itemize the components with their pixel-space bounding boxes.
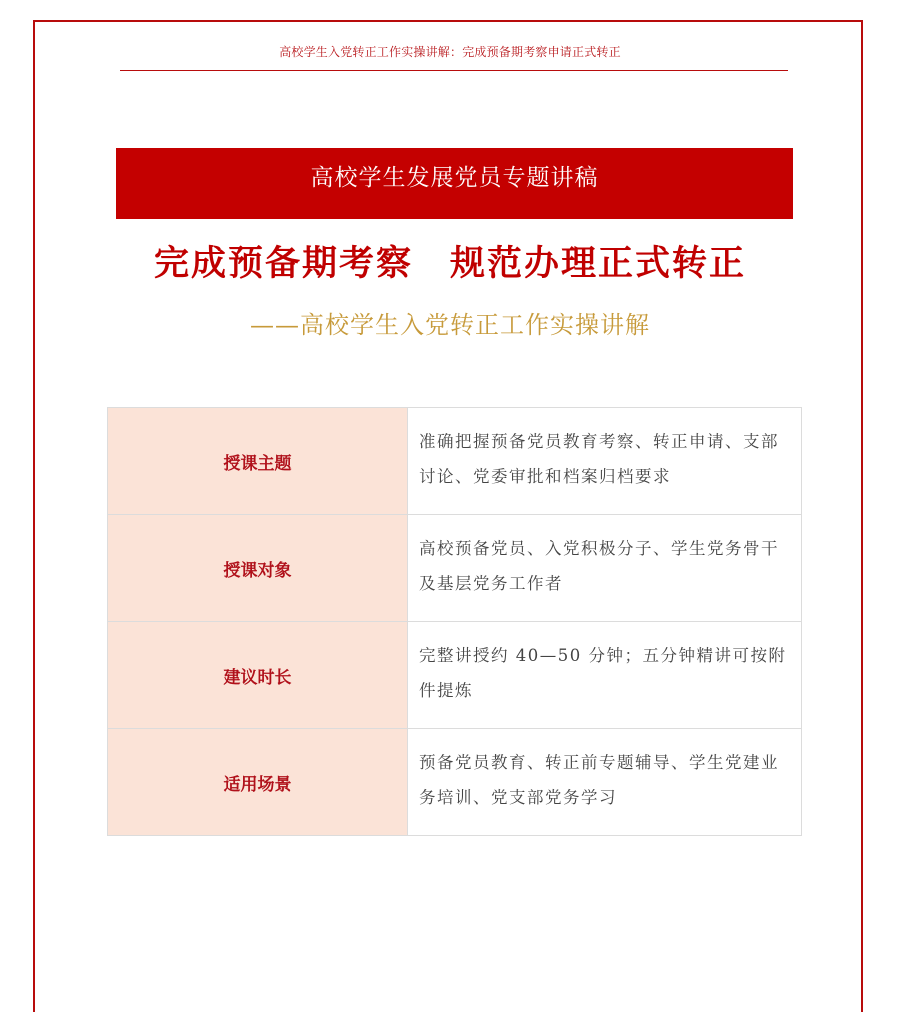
running-header: 高校学生入党转正工作实操讲解：完成预备期考察申请正式转正: [279, 45, 621, 59]
table-row: [108, 729, 802, 836]
subtitle: ——高校学生入党转正工作实操讲解: [250, 311, 650, 339]
table-row: [108, 515, 802, 622]
table-row: [108, 622, 802, 729]
row-label: 建议时长: [108, 622, 408, 729]
header-divider: [120, 70, 788, 71]
banner-text: 高校学生发展党员专题讲稿: [310, 165, 599, 191]
table-row: [108, 408, 802, 515]
row-label: 授课对象: [108, 515, 408, 622]
row-value: 高校预备党员、入党积极分子、学生党务骨干及基层党务工作者: [408, 515, 802, 622]
row-value: 准确把握预备党员教育考察、转正申请、支部讨论、党委审批和档案归档要求: [408, 408, 802, 515]
row-label: 授课主题: [108, 408, 408, 515]
row-label: 适用场景: [108, 729, 408, 836]
main-title: 完成预备期考察 规范办理正式转正: [153, 244, 746, 284]
row-value: 完整讲授约 40—50 分钟；五分钟精讲可按附件提炼: [408, 622, 802, 729]
info-table: [107, 407, 802, 836]
row-value: 预备党员教育、转正前专题辅导、学生党建业务培训、党支部党务学习: [408, 729, 802, 836]
banner: [116, 148, 793, 219]
